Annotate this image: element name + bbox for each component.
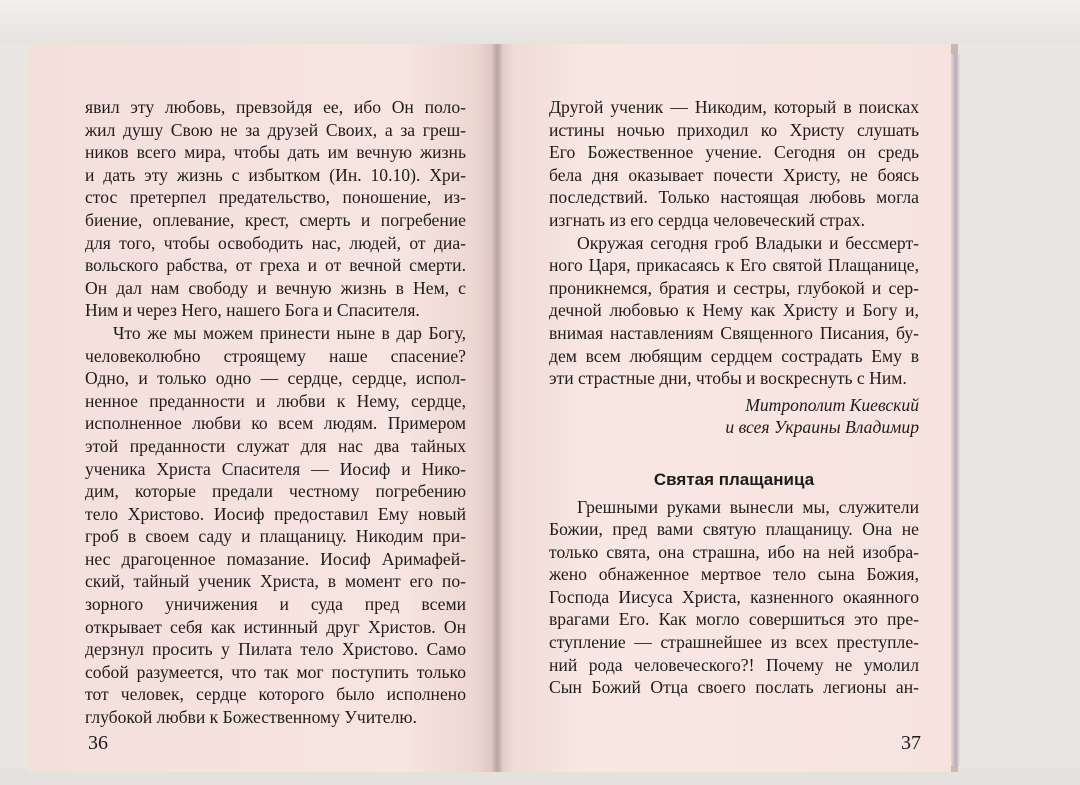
text-line: явил эту любовь, превзойдя ее, ибо Он поло- bbox=[85, 97, 466, 117]
text-line: открывает себя как истинный друг Христов. Он bbox=[85, 616, 466, 637]
text-line: дем всем любящим сердцем сострадать Ему в bbox=[549, 345, 919, 366]
text-line: человеколюбно строящему наше спасение? bbox=[85, 345, 466, 366]
text-line: эти страстные дни, чтобы и воскреснуть с Ним. bbox=[549, 368, 907, 389]
text-line: собой разумеется, что так мог поступить только bbox=[85, 661, 466, 682]
book-spread bbox=[28, 44, 958, 772]
text-line: Его Божественное учение. Сегодня он средь bbox=[549, 142, 919, 163]
text-line: для того, чтобы освободить нас, людей, от диа- bbox=[85, 232, 466, 253]
text-line: Ним и через Него, нашего Бога и Спасителя. bbox=[85, 300, 420, 321]
text-line: зорного уничижения и суда пред всеми bbox=[85, 594, 466, 615]
text-line: дим, которые предали честному погребению bbox=[85, 481, 466, 502]
text-line: жено обнаженное мертвое тело сына Божия, bbox=[549, 564, 919, 585]
scanner-background-top bbox=[0, 0, 1080, 44]
text-line: только свята, она страшна, ибо на ней изобра- bbox=[549, 541, 919, 562]
text-line: Он дал нам свободу и вечную жизнь в Нем, с bbox=[85, 277, 466, 298]
text-line: Сын Божий Отца своего послать легионы ан- bbox=[549, 677, 919, 698]
text-line: ступление — страшнейшее из всех преступле- bbox=[549, 632, 919, 653]
text-line: Другой ученик — Никодим, который в поисках bbox=[549, 97, 919, 117]
page-edges bbox=[951, 54, 960, 766]
text-line: и дать эту жизнь с избытком (Ин. 10.10). Хри- bbox=[85, 164, 466, 185]
book-spine bbox=[492, 44, 502, 772]
text-line: этой преданности служат для нас два тайных bbox=[85, 435, 466, 456]
text-line: бела дня оказывает почести Христу, не боясь bbox=[549, 164, 919, 185]
text-line: последствий. Только настоящая любовь могла bbox=[549, 187, 919, 208]
text-line: тело Христово. Иосиф предоставил Ему новый bbox=[85, 503, 466, 524]
signature-line: Митрополит Киевский bbox=[745, 394, 919, 415]
left-page bbox=[28, 44, 496, 772]
text-line: истины ночью приходил ко Христу слушать bbox=[549, 119, 919, 140]
signature-line: и всея Украины Владимир bbox=[725, 417, 919, 438]
text-line: дерзнул просить у Пилата тело Христово. Само bbox=[85, 639, 466, 660]
right-page-text bbox=[549, 96, 919, 699]
text-line: Грешными руками вынесли мы, служители bbox=[577, 496, 919, 517]
text-line: Одно, и только одно — сердце, сердце, испол- bbox=[85, 368, 466, 389]
text-line: ученика Христа Спасителя — Иосиф и Нико- bbox=[85, 458, 466, 479]
text-line: исполненное любви ко всем людям. Примером bbox=[85, 413, 466, 434]
text-line: Окружая сегодня гроб Владыки и бессмерт- bbox=[577, 232, 919, 253]
section-heading: Святая плащаница bbox=[653, 469, 815, 489]
page-number-left: 36 bbox=[88, 732, 108, 754]
page-number-right: 37 bbox=[901, 732, 921, 754]
text-line: внимая наставлениям Священного Писания, бу- bbox=[549, 322, 919, 343]
text-line: глубокой любви к Божественному Учителю. bbox=[85, 707, 417, 728]
text-line: биение, оплевание, крест, смерть и погребение bbox=[85, 209, 466, 230]
text-line: изгнать из его сердца человеческий страх. bbox=[549, 209, 865, 230]
text-line: проникнемся, братия и сестры, глубокой и сер- bbox=[549, 277, 919, 298]
text-line: жил душу Свою не за друзей Своих, а за греш- bbox=[85, 119, 466, 140]
text-line: ский, тайный ученик Христа, в момент его по- bbox=[85, 571, 466, 592]
left-page-text bbox=[85, 96, 466, 729]
text-line: тот человек, сердце которого было исполнено bbox=[85, 684, 466, 705]
text-line: Божии, пред вами святую плащаницу. Она не bbox=[549, 519, 919, 540]
text-line: Что же мы можем принести ныне в дар Богу, bbox=[113, 322, 466, 343]
text-line: Господа Иисуса Христа, казненного окаянного bbox=[549, 586, 919, 607]
text-line: нес драгоценное помазание. Иосиф Аримафей- bbox=[85, 548, 466, 569]
text-line: ний рода человеческого?! Почему не умолил bbox=[549, 654, 919, 675]
text-line: гроб в своем саду и плащаницу. Никодим при- bbox=[85, 526, 466, 547]
text-line: врагами Его. Как могло совершиться это пре- bbox=[549, 609, 919, 630]
text-line: дечной любовью к Нему как Христу и Богу и, bbox=[549, 300, 919, 321]
text-line: ного Царя, прикасаясь к Его святой Плащанице, bbox=[549, 255, 919, 276]
text-line: стос претерпел предательство, поношение, из- bbox=[85, 187, 466, 208]
text-line: вольского рабства, от греха и от вечной смерти. bbox=[85, 255, 466, 276]
right-page bbox=[496, 44, 951, 772]
text-line: ненное преданности и любви к Нему, сердце, bbox=[85, 390, 466, 411]
text-line: ников всего мира, чтобы дать им вечную жизнь bbox=[85, 142, 466, 163]
